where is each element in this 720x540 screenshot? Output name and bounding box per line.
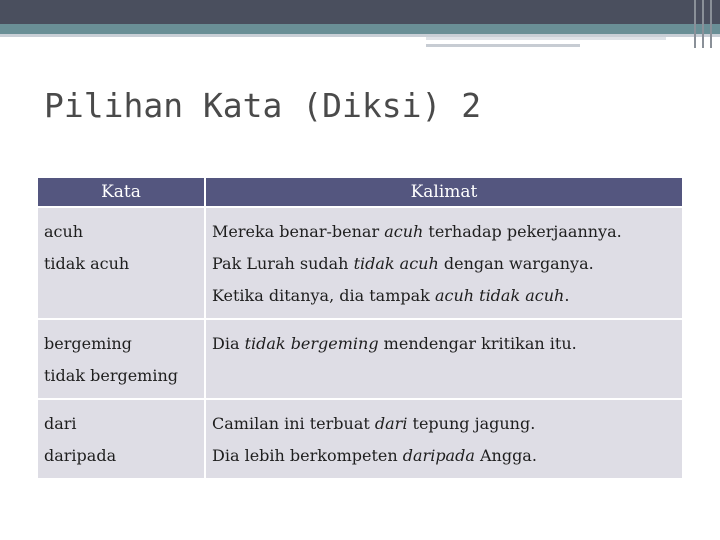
kalimat-sentence	[212, 408, 676, 440]
kata-word: bergeming	[44, 334, 132, 353]
italic-term: tidak bergeming	[244, 334, 379, 353]
sentence-text: Mereka benar-benar	[212, 222, 385, 241]
header-kata: Kata	[37, 177, 205, 207]
table-row	[37, 207, 683, 319]
italic-term: tidak acuh	[353, 254, 439, 273]
decor-stripe	[702, 0, 704, 48]
italic-term: acuh	[384, 222, 424, 241]
sentence-text: Camilan ini terbuat	[212, 414, 375, 433]
kalimat-sentence	[212, 328, 676, 360]
decor-line-2	[426, 44, 580, 47]
kata-cell	[37, 399, 205, 479]
header-kalimat: Kalimat	[205, 177, 683, 207]
slide-title: Pilihan Kata (Diksi) 2	[44, 86, 482, 125]
italic-term: daripada	[402, 446, 475, 465]
table-row	[37, 399, 683, 479]
sentence-text: tepung jagung.	[407, 414, 536, 433]
kalimat-sentence	[212, 280, 676, 312]
word-table	[36, 176, 684, 480]
sentence-text: Pak Lurah sudah	[212, 254, 354, 273]
table-row	[37, 319, 683, 399]
top-teal-bar	[0, 24, 720, 34]
italic-term: dari	[374, 414, 408, 433]
kalimat-sentence	[212, 216, 676, 248]
table-body	[37, 207, 683, 479]
sentence-text: Angga.	[474, 446, 537, 465]
kata-word: dari	[44, 414, 77, 433]
decor-stripe	[710, 0, 712, 48]
sentence-text: .	[564, 286, 570, 305]
sentence-text: Dia lebih berkompeten	[212, 446, 403, 465]
kalimat-sentence	[212, 248, 676, 280]
kata-cell	[37, 207, 205, 319]
kalimat-cell	[205, 319, 683, 399]
kata-word: tidak acuh	[44, 254, 130, 273]
kalimat-cell	[205, 207, 683, 319]
kata-word: daripada	[44, 446, 117, 465]
decor-line-1	[426, 37, 666, 40]
kata-word: tidak bergeming	[44, 366, 179, 385]
table-header-row	[37, 177, 683, 207]
kata-word: acuh	[44, 222, 84, 241]
sentence-text: dengan warganya.	[438, 254, 594, 273]
sentence-text: Ketika ditanya, dia tampak	[212, 286, 435, 305]
sentence-text: mendengar kritikan itu.	[378, 334, 577, 353]
kata-cell	[37, 319, 205, 399]
decor-stripe	[694, 0, 696, 48]
kalimat-cell	[205, 399, 683, 479]
sentence-text: Dia	[212, 334, 245, 353]
italic-term: acuh tidak acuh	[434, 286, 565, 305]
kalimat-sentence	[212, 440, 676, 472]
sentence-text: terhadap pekerjaannya.	[423, 222, 622, 241]
top-dark-bar	[0, 0, 720, 24]
